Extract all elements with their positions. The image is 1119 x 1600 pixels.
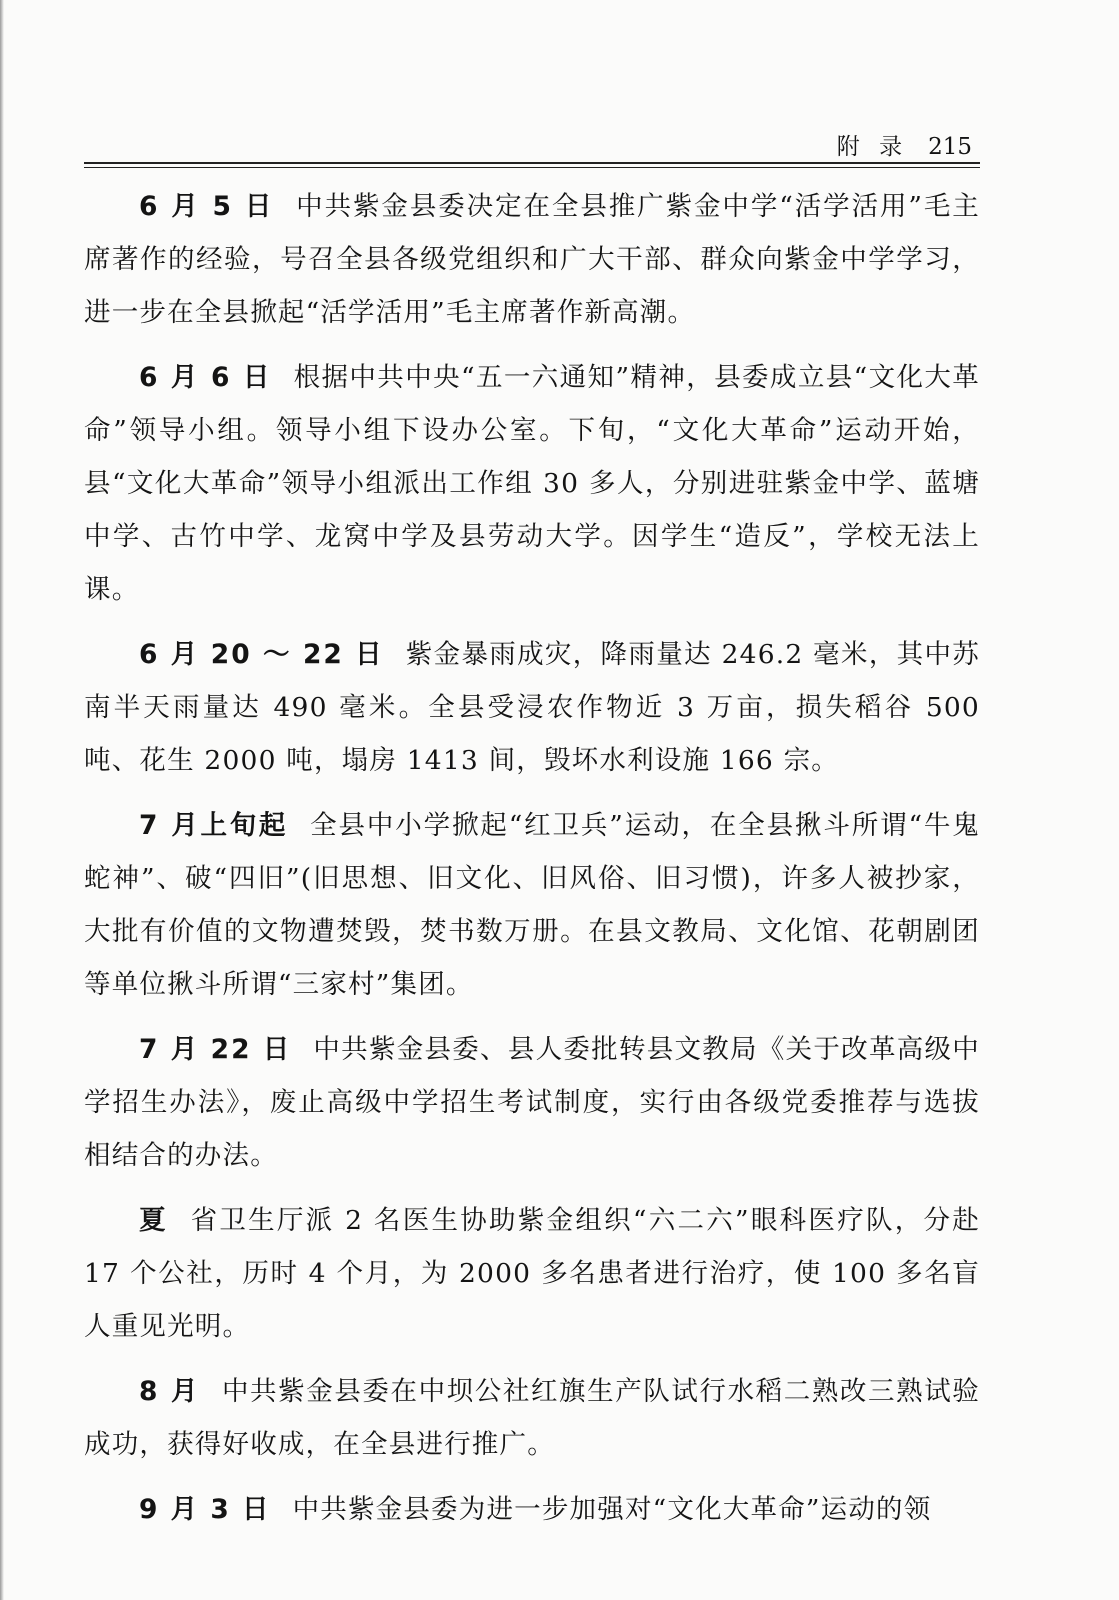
entry-text: 中共紫金县委、县人委批转县文教局《关于改革高级中学招生办法》，废止高级中学招生考试制度，实行由各级党委推荐与选拔相结合的办法。 (84, 1034, 980, 1171)
entry-text: 紫金暴雨成灾，降雨量达 246.2 毫米，其中苏南半天雨量达 490 毫米。全县受浸农作物近 3 万亩，损失稻谷 500 吨、花生 2000 吨，塌房 1413 间，毁坏水利设施 166 宗。 (84, 639, 980, 776)
entry-date: 6 月 6 日 (139, 362, 272, 393)
entry-text: 中共紫金县委在中坝公社红旗生产队试行水稻二熟改三熟试验成功，获得好收成，在全县进行推广。 (84, 1376, 980, 1460)
chronicle-body (84, 180, 980, 1536)
entry-text: 省卫生厅派 2 名医生协助紫金组织“六二六”眼科医疗队，分赴 17 个公社，历时 4 个月，为 2000 多名患者进行治疗，使 100 多名盲人重见光明。 (84, 1205, 980, 1342)
header-rule-thick (84, 162, 980, 164)
scan-edge-shadow (0, 0, 4, 1600)
section-title: 附 录 (836, 134, 909, 160)
entry-text: 全县中小学掀起“红卫兵”运动，在全县揪斗所谓“牛鬼蛇神”、破“四旧”(旧思想、旧文化、旧风俗、旧习惯)，许多人被抄家，大批有价值的文物遭焚毁，焚书数万册。在县文教局、文化馆、花朝剧团等单位揪斗所谓“三家村”集团。 (84, 810, 980, 1000)
entry-text: 根据中共中央“五一六通知”精神，县委成立县“文化大革命”领导小组。领导小组下设办公室。下旬，“文化大革命”运动开始，县“文化大革命”领导小组派出工作组 30 多人，分别进驻紫金中学、蓝塘中学、古竹中学、龙窝中学及县劳动大学。因学生“造反”，学校无法上课。 (84, 362, 980, 605)
book-page (84, 128, 980, 1548)
header-rule-thin (84, 167, 980, 168)
entry-date: 夏 (139, 1205, 169, 1236)
chronicle-entry (84, 1023, 980, 1182)
chronicle-entry (84, 351, 980, 616)
entry-date: 8 月 (139, 1376, 200, 1407)
entry-date: 6 月 5 日 (139, 191, 275, 222)
chronicle-entry (84, 1194, 980, 1353)
entry-date: 7 月 22 日 (139, 1034, 292, 1065)
chronicle-entry (84, 180, 980, 339)
chronicle-entry (84, 1483, 980, 1536)
entry-text: 中共紫金县委为进一步加强对“文化大革命”运动的领 (292, 1494, 932, 1525)
entry-text: 中共紫金县委决定在全县推广紫金中学“活学活用”毛主席著作的经验，号召全县各级党组织和广大干部、群众向紫金中学学习，进一步在全县掀起“活学活用”毛主席著作新高潮。 (84, 191, 980, 328)
chronicle-entry (84, 628, 980, 787)
entry-date: 7 月上旬起 (139, 810, 289, 841)
chronicle-entry (84, 799, 980, 1011)
page-number: 215 (928, 134, 972, 160)
entry-date: 9 月 3 日 (139, 1494, 271, 1525)
chronicle-entry (84, 1365, 980, 1471)
entry-date: 6 月 20 ～ 22 日 (139, 639, 384, 670)
running-header (84, 128, 980, 158)
